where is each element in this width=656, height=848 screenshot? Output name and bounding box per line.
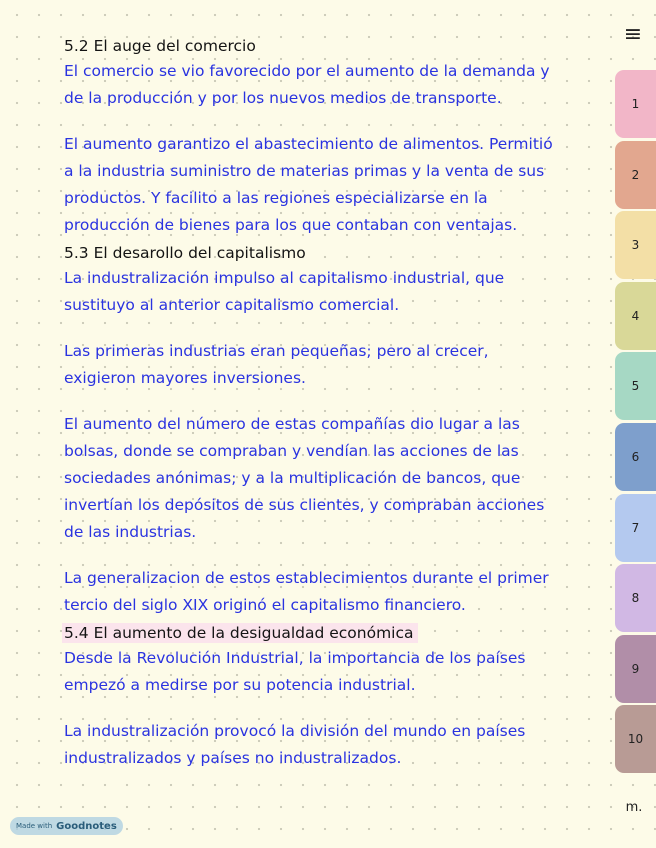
section-heading-text: 5.2 El auge del comercio xyxy=(64,37,256,55)
text-line: tercio del siglo XIX originó el capitalismo financiero. xyxy=(64,596,466,614)
tab-label: 9 xyxy=(631,661,640,676)
text-line: bolsas, donde se compraban y vendían las acciones de las xyxy=(64,442,519,460)
tab-label: 7 xyxy=(631,520,640,535)
watermark-brand: Goodnotes xyxy=(56,820,117,832)
tab-label: 8 xyxy=(631,591,640,606)
paragraph xyxy=(64,131,612,239)
text-line: empezó a medirse por su potencia industrial. xyxy=(64,676,416,694)
text-line: La industralización impulso al capitalismo industrial, que xyxy=(64,269,505,287)
tab-7[interactable] xyxy=(615,494,656,562)
text-line: La industralización provocó la división del mundo en países xyxy=(64,722,526,740)
tab-more[interactable]: m. xyxy=(625,800,643,815)
tab-3[interactable] xyxy=(615,211,656,279)
paragraph xyxy=(64,411,612,546)
goodnotes-watermark xyxy=(10,817,123,835)
paragraph xyxy=(64,338,612,392)
tab-label: 3 xyxy=(631,238,640,253)
tab-label: 4 xyxy=(631,308,640,323)
tab-9[interactable] xyxy=(615,635,656,703)
tab-label: 1 xyxy=(631,97,640,111)
text-line: El comercio se vio favorecido por el aumento de la demanda y xyxy=(64,62,550,80)
tab-2[interactable] xyxy=(615,141,656,209)
tab-4[interactable] xyxy=(615,282,656,350)
tab-10[interactable] xyxy=(615,705,656,773)
text-line: El aumento garantizo el abastecimiento de alimentos. Permitió xyxy=(64,135,553,153)
tab-label: 6 xyxy=(631,449,640,464)
tab-8[interactable] xyxy=(615,564,656,632)
section-tabs xyxy=(615,70,656,776)
paragraph xyxy=(64,718,612,772)
paragraph xyxy=(64,645,612,699)
text-line: de la producción y por los nuevos medios de transporte. xyxy=(64,89,502,107)
hamburger-menu-icon[interactable]: ≡ xyxy=(623,22,643,47)
text-line: de las industrias. xyxy=(64,523,197,541)
text-line: a la industria suministro de materias primas y la venta de sus xyxy=(64,162,545,180)
paragraph xyxy=(64,265,612,319)
section-heading-text: 5.4 El aumento de la desigualdad económica xyxy=(62,623,418,643)
text-line: El aumento del número de estas compañías dio lugar a las xyxy=(64,415,520,433)
section-heading xyxy=(64,34,612,58)
tab-label: 10 xyxy=(627,732,644,747)
paragraph xyxy=(64,565,612,619)
text-line: sociedades anónimas; y a la multiplicación de bancos, que xyxy=(64,469,521,487)
text-line: La generalizacion de estos establecimientos durante el primer xyxy=(64,569,549,587)
tab-1[interactable] xyxy=(615,70,656,138)
text-line: producción de bienes para los que contaban con ventajas. xyxy=(64,216,518,234)
watermark-prefix: Made with xyxy=(16,822,53,830)
tab-label: 5 xyxy=(631,379,640,394)
section-heading xyxy=(64,621,612,645)
notes-content xyxy=(64,34,612,772)
tab-label: 2 xyxy=(631,167,640,182)
text-line: sustituyo al anterior capitalismo comercial. xyxy=(64,296,400,314)
section-heading xyxy=(64,241,612,265)
text-line: Las primeras industrias eran pequeñas; pero al crecer, xyxy=(64,342,489,360)
paragraph xyxy=(64,58,612,112)
text-line: invertían los depósitos de sus clientes, y compraban acciones xyxy=(64,496,545,514)
tab-6[interactable] xyxy=(615,423,656,491)
text-line: industralizados y países no industralizados. xyxy=(64,749,402,767)
text-line: Desde la Revolución Industrial, la importancia de los países xyxy=(64,649,526,667)
text-line: productos. Y facilito a las regiones especializarse en la xyxy=(64,189,488,207)
section-heading-text: 5.3 El desarollo del capitalismo xyxy=(64,244,306,262)
tab-5[interactable] xyxy=(615,352,656,420)
text-line: exigieron mayores inversiones. xyxy=(64,369,306,387)
